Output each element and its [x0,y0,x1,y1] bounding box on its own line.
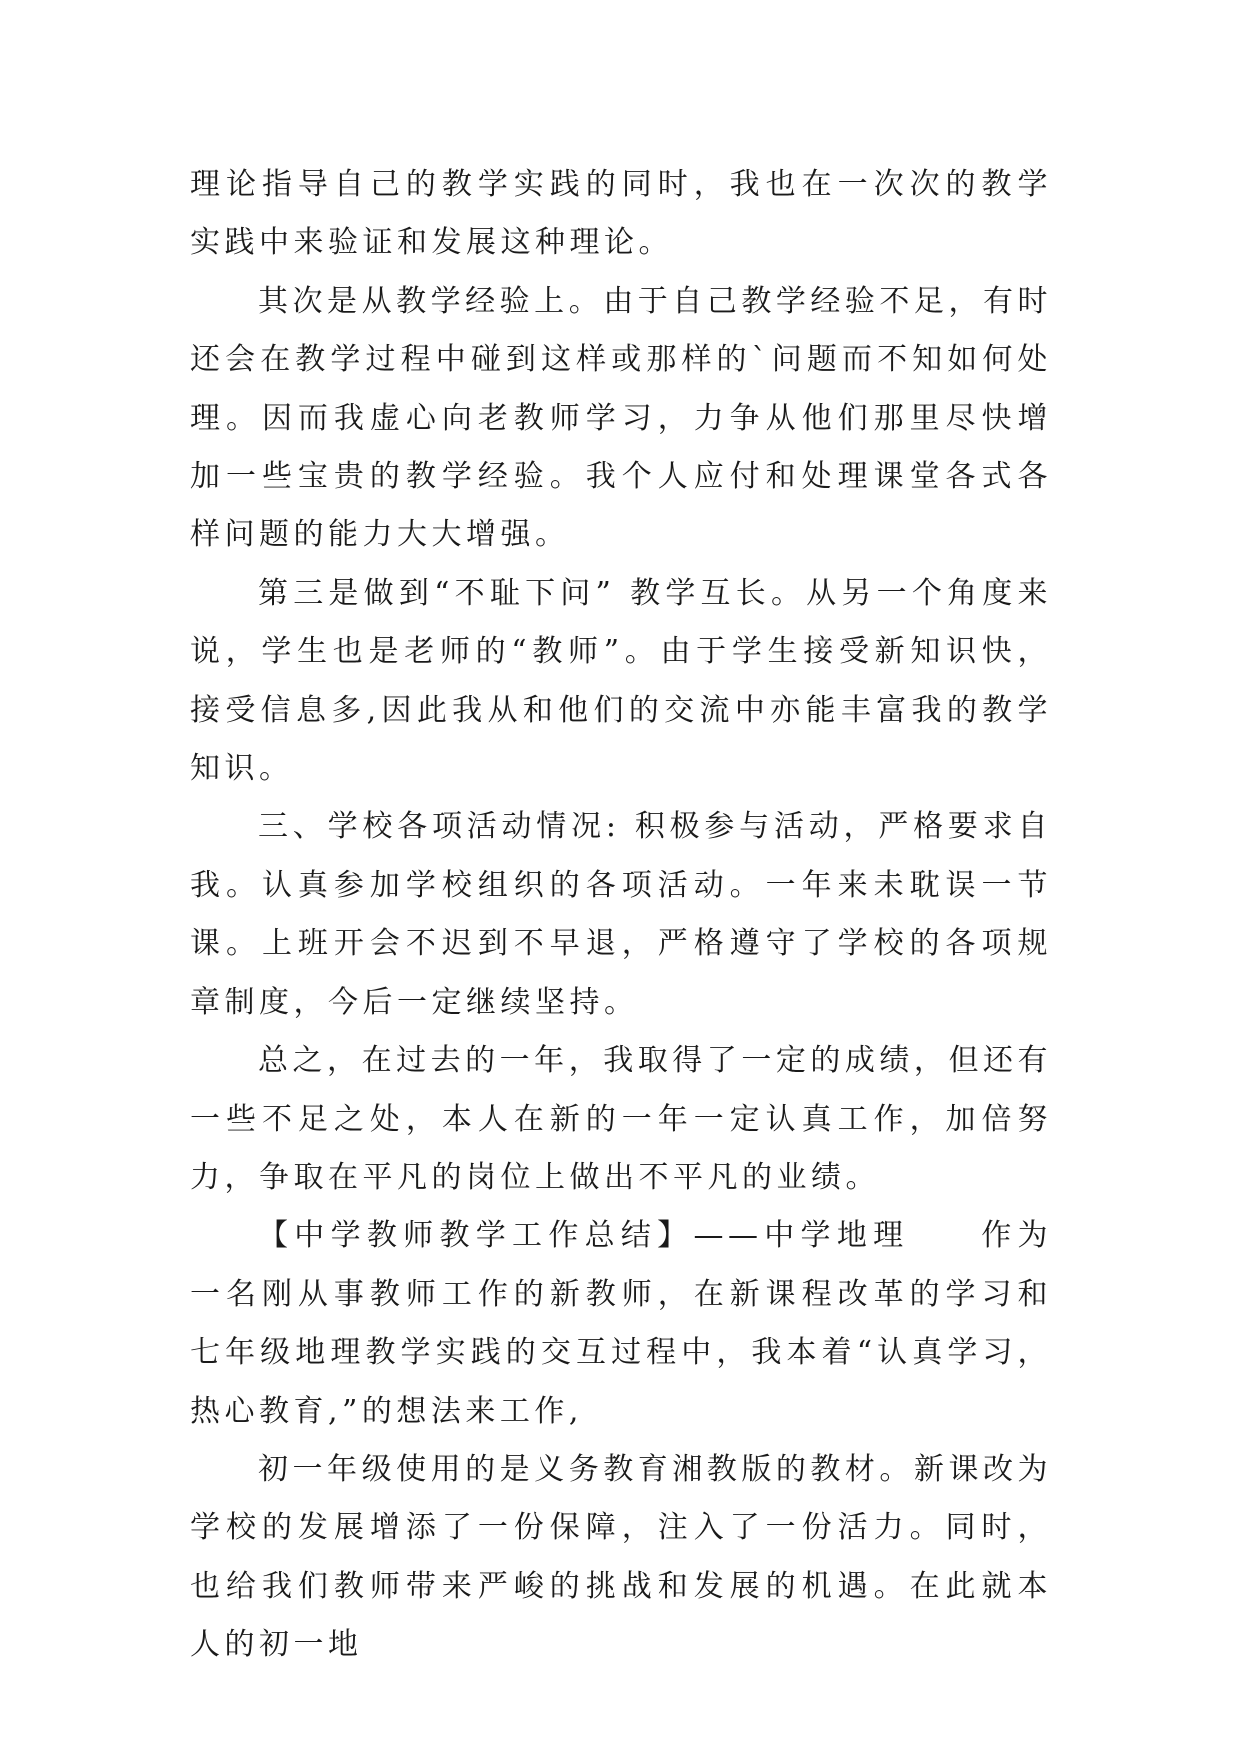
paragraph-section-heading [190,1207,1052,1441]
section-title: 【中学教师教学工作总结】——中学地理 [258,1218,910,1254]
paragraph-theory-practice: 理论指导自己的教学实践的同时，我也在一次次的教学实践中来验证和发展这种理论。 [190,167,1052,261]
paragraph-conclusion: 总之，在过去的一年，我取得了一定的成绩，但还有一些不足之处，本人在新的一年一定认真工作，加倍努力，争取在平凡的岗位上做出不平凡的业绩。 [190,1043,1052,1195]
section-intro-text: 作为一名刚从事教师工作的新教师，在新课程改革的学习和七年级地理教学实践的交互过程中，我本着“认真学习，热心教育,”的想法来工作, [190,1218,1053,1429]
paragraph-learning-from-students: 第三是做到“不耻下问” 教学互长。从另一个角度来说，学生也是老师的“教师”。由于学生接受新知识快，接受信息多,因此我从和他们的交流中亦能丰富我的教学知识。 [190,575,1052,787]
paragraph-school-activities: 三、学校各项活动情况: 积极参与活动，严格要求自我。认真参加学校组织的各项活动。一年来未耽误一节课。上班开会不迟到不早退，严格遵守了学校的各项规章制度，今后一定继续坚持。 [190,809,1052,1020]
paragraph-textbook-intro: 初一年级使用的是义务教育湘教版的教材。新课改为学校的发展增添了一份保障，注入了一份活力。同时，也给我们教师带来严峻的挑战和发展的机遇。在此就本人的初一地 [190,1451,1052,1663]
document-body [190,156,1052,1675]
paragraph-teaching-experience: 其次是从教学经验上。由于自己教学经验不足，有时还会在教学过程中碰到这样或那样的`问题而不知如何处理。因而我虚心向老教师学习，力争从他们那里尽快增加一些宝贵的教学经验。我个人应付和处理课堂各式各样问题的能力大大增强。 [190,283,1052,553]
